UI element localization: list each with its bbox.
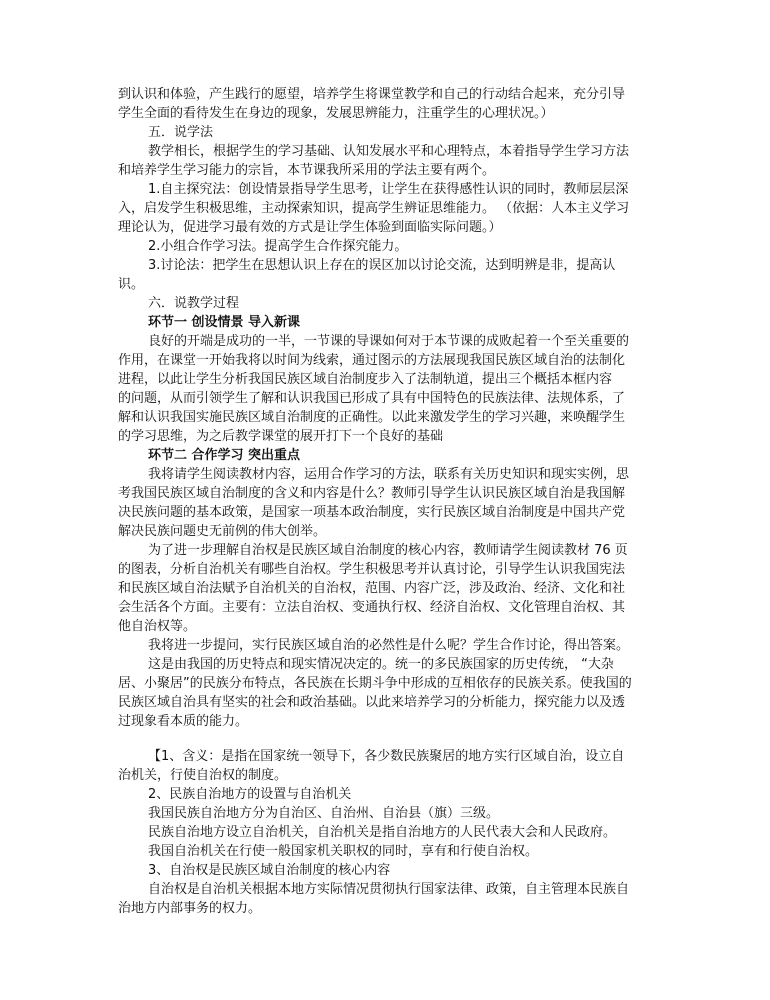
subsection-heading: 环节一 创设情景 导入新课	[148, 315, 301, 330]
text-line: 考我国民族区域自治制度的含义和内容是什么？教师引导学生认识民族区域自治是我国解	[118, 486, 626, 501]
text-line: 作用，在课堂一开始我将以时间为线索，通过图示的方法展现我国民族区域自治的法制化	[118, 353, 626, 368]
text-line: 会生活各个方面。主要有：立法自治权、变通执行权、经济自治权、文化管理自治权、其	[118, 600, 626, 615]
text-line: 和培养学生学习能力的宗旨，本节课我所采用的学法主要有两个。	[118, 163, 496, 178]
section-heading: 六．说教学过程	[148, 296, 240, 311]
text-line: 学生全面的看待发生在身边的现象，发展思辨能力，注重学生的心理状况。）	[118, 106, 554, 121]
text-line: 1.自主探究法：创设情景指导学生思考，让学生在获得感性认识的同时，教师层层深	[148, 182, 629, 197]
text-line: 进程，以此让学生分析我国民族区域自治制度步入了法制轨道，提出三个概括本框内容	[118, 372, 613, 387]
text-line: 他自治权等。	[118, 619, 197, 634]
text-line: 理论认为，促进学习最有效的方式是让学生体验到面临实际问题。）	[118, 220, 502, 235]
text-line: 为了进一步理解自治权是民族区域自治制度的核心内容，教师请学生阅读教材 76 页	[148, 543, 628, 558]
text-line: 居、小聚居”的民族分布特点，各民族在长期斗争中形成的互相依存的民族关系。使我国的	[118, 676, 632, 691]
text-line: 3.讨论法：把学生在思想认识上存在的误区加以讨论交流，达到明辨是非，提高认	[148, 258, 616, 273]
text-line: 入，启发学生积极思维，主动探索知识，提高学生辨证思维能力。 （依据：人本主义学习	[118, 201, 630, 216]
text-line: 决民族问题的基本政策，是国家一项基本政治制度，实行民族区域自治制度是中国共产党	[118, 505, 626, 520]
list-heading: 3、自治权是民族区域自治制度的核心内容	[148, 863, 391, 878]
text-line: 我国民族自治地方分为自治区、自治州、自治县（旗）三级。	[148, 806, 500, 821]
text-line: 治地方内部事务的权力。	[118, 901, 262, 916]
text-line: 这是由我国的历史特点和现实情况决定的。统一的多民族国家的历史传统， “大杂	[148, 657, 614, 672]
text-line: 治机关，行使自治权的制度。	[118, 768, 288, 783]
text-line: 过现象看本质的能力。	[118, 714, 249, 729]
text-line: 我将请学生阅读教材内容，运用合作学习的方法，联系有关历史知识和现实实例，思	[148, 467, 630, 482]
text-line: 良好的开端是成功的一半，一节课的导课如何对于本节课的成败起着一个至关重要的	[148, 334, 630, 349]
text-line: 的问题，从而引领学生了解和认识我国已形成了具有中国特色的民族法律、法规体系，了	[118, 391, 626, 406]
text-line: 我国自治机关在行使一般国家机关职权的同时，享有和行使自治权。	[148, 844, 539, 859]
text-line: 和民族区域自治法赋予自治机关的自治权，范围、内容广泛，涉及政治、经济、文化和社	[118, 581, 626, 596]
subsection-heading: 环节二 合作学习 突出重点	[148, 448, 301, 463]
text-line: 到认识和体验，产生践行的愿望，培养学生将课堂教学和自己的行动结合起来，充分引导	[118, 87, 626, 102]
text-line: 教学相长，根据学生的学习基础、认知发展水平和心理特点，本着指导学生学习方法	[148, 144, 630, 159]
text-line: 自治权是自治机关根据本地方实际情况贯彻执行国家法律、政策，自主管理本民族自	[148, 882, 630, 897]
text-line: 我将进一步提问，实行民族区域自治的必然性是什么呢？学生合作讨论，得出答案。	[148, 638, 630, 653]
section-heading: 五．说学法	[148, 125, 214, 140]
text-line: 解和认识我国实施民族区域自治制度的正确性。以此来激发学生的学习兴趣，来唤醒学生	[118, 410, 626, 425]
list-heading: 2、民族自治地方的设置与自治机关	[148, 787, 352, 802]
text-line: 的图表，分析自治机关有哪些自治权。学生积极思考并认真讨论，引导学生认识我国宪法	[118, 562, 626, 577]
text-line: 民族自治地方设立自治机关，自治机关是指自治地方的人民代表大会和人民政府。	[148, 825, 617, 840]
text-line: 识。	[118, 277, 145, 292]
text-line: 的学习思维，为之后教学课堂的展开打下一个良好的基础	[118, 429, 444, 444]
text-line: 2.小组合作学习法。提高学生合作探究能力。	[148, 239, 408, 254]
text-line: 【1、含义：是指在国家统一领导下，各少数民族聚居的地方实行区域自治，设立自	[148, 749, 625, 764]
text-line: 解决民族问题史无前例的伟大创举。	[118, 524, 327, 539]
text-line: 民族区域自治具有坚实的社会和政治基础。以此来培养学习的分析能力，探究能力以及透	[118, 695, 626, 710]
